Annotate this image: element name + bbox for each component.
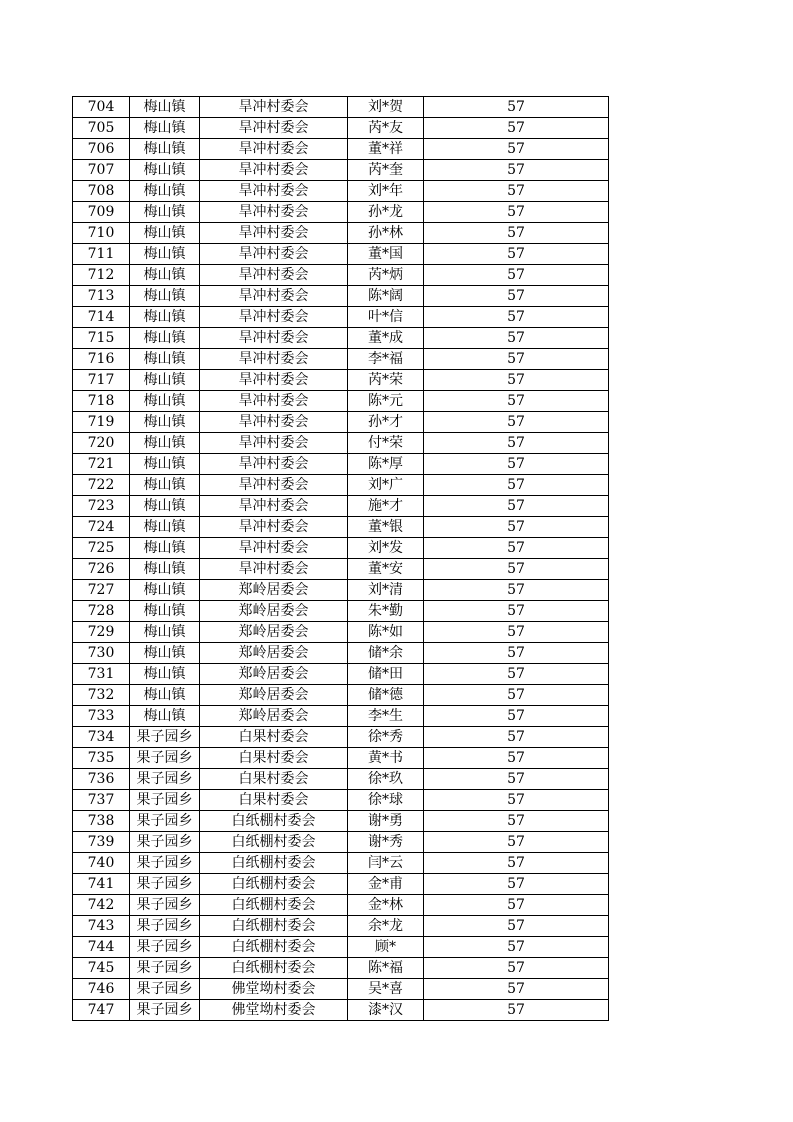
row-number-cell: 725 (73, 538, 130, 559)
town-cell: 梅山镇 (130, 349, 200, 370)
town-cell: 梅山镇 (130, 517, 200, 538)
village-committee-cell: 旱冲村委会 (200, 370, 348, 391)
village-committee-cell: 旱冲村委会 (200, 412, 348, 433)
row-number-cell: 732 (73, 685, 130, 706)
town-cell: 梅山镇 (130, 139, 200, 160)
village-committee-cell: 旱冲村委会 (200, 496, 348, 517)
table-row (73, 664, 609, 685)
table-row (73, 244, 609, 265)
person-name-cell: 孙*龙 (348, 202, 424, 223)
table-row (73, 727, 609, 748)
person-name-cell: 谢*秀 (348, 832, 424, 853)
row-number-cell: 722 (73, 475, 130, 496)
row-number-cell: 714 (73, 307, 130, 328)
table-row (73, 391, 609, 412)
amount-cell: 57 (424, 328, 609, 349)
town-cell: 梅山镇 (130, 181, 200, 202)
person-name-cell: 刘*年 (348, 181, 424, 202)
town-cell: 梅山镇 (130, 559, 200, 580)
village-committee-cell: 旱冲村委会 (200, 265, 348, 286)
row-number-cell: 720 (73, 433, 130, 454)
amount-cell: 57 (424, 1000, 609, 1021)
village-committee-cell: 白纸棚村委会 (200, 937, 348, 958)
person-name-cell: 董*银 (348, 517, 424, 538)
amount-cell: 57 (424, 643, 609, 664)
person-name-cell: 储*余 (348, 643, 424, 664)
village-committee-cell: 佛堂坳村委会 (200, 1000, 348, 1021)
row-number-cell: 727 (73, 580, 130, 601)
row-number-cell: 735 (73, 748, 130, 769)
town-cell: 果子园乡 (130, 811, 200, 832)
row-number-cell: 736 (73, 769, 130, 790)
town-cell: 果子园乡 (130, 1000, 200, 1021)
table-row (73, 118, 609, 139)
village-committee-cell: 旱冲村委会 (200, 433, 348, 454)
village-committee-cell: 旱冲村委会 (200, 118, 348, 139)
amount-cell: 57 (424, 496, 609, 517)
row-number-cell: 719 (73, 412, 130, 433)
village-committee-cell: 郑岭居委会 (200, 685, 348, 706)
village-committee-cell: 白果村委会 (200, 727, 348, 748)
table-row (73, 517, 609, 538)
town-cell: 梅山镇 (130, 223, 200, 244)
amount-cell: 57 (424, 748, 609, 769)
data-table (72, 96, 609, 1021)
town-cell: 果子园乡 (130, 748, 200, 769)
amount-cell: 57 (424, 958, 609, 979)
amount-cell: 57 (424, 811, 609, 832)
table-body (73, 97, 609, 1021)
town-cell: 梅山镇 (130, 601, 200, 622)
town-cell: 梅山镇 (130, 97, 200, 118)
amount-cell: 57 (424, 412, 609, 433)
row-number-cell: 706 (73, 139, 130, 160)
person-name-cell: 陈*福 (348, 958, 424, 979)
person-name-cell: 孙*林 (348, 223, 424, 244)
town-cell: 梅山镇 (130, 622, 200, 643)
village-committee-cell: 白果村委会 (200, 769, 348, 790)
village-committee-cell: 旱冲村委会 (200, 517, 348, 538)
village-committee-cell: 旱冲村委会 (200, 454, 348, 475)
village-committee-cell: 白纸棚村委会 (200, 874, 348, 895)
row-number-cell: 713 (73, 286, 130, 307)
person-name-cell: 芮*荣 (348, 370, 424, 391)
row-number-cell: 740 (73, 853, 130, 874)
row-number-cell: 709 (73, 202, 130, 223)
town-cell: 果子园乡 (130, 958, 200, 979)
person-name-cell: 徐*秀 (348, 727, 424, 748)
amount-cell: 57 (424, 664, 609, 685)
person-name-cell: 朱*勤 (348, 601, 424, 622)
amount-cell: 57 (424, 916, 609, 937)
person-name-cell: 刘*贺 (348, 97, 424, 118)
town-cell: 果子园乡 (130, 874, 200, 895)
row-number-cell: 718 (73, 391, 130, 412)
amount-cell: 57 (424, 727, 609, 748)
town-cell: 梅山镇 (130, 433, 200, 454)
table-row (73, 370, 609, 391)
village-committee-cell: 旱冲村委会 (200, 538, 348, 559)
row-number-cell: 744 (73, 937, 130, 958)
person-name-cell: 李*生 (348, 706, 424, 727)
row-number-cell: 710 (73, 223, 130, 244)
town-cell: 梅山镇 (130, 664, 200, 685)
amount-cell: 57 (424, 685, 609, 706)
person-name-cell: 陈*元 (348, 391, 424, 412)
row-number-cell: 747 (73, 1000, 130, 1021)
amount-cell: 57 (424, 832, 609, 853)
amount-cell: 57 (424, 265, 609, 286)
amount-cell: 57 (424, 580, 609, 601)
town-cell: 果子园乡 (130, 916, 200, 937)
table-row (73, 706, 609, 727)
person-name-cell: 芮*炳 (348, 265, 424, 286)
town-cell: 果子园乡 (130, 937, 200, 958)
person-name-cell: 储*田 (348, 664, 424, 685)
row-number-cell: 728 (73, 601, 130, 622)
village-committee-cell: 旱冲村委会 (200, 139, 348, 160)
village-committee-cell: 郑岭居委会 (200, 580, 348, 601)
town-cell: 梅山镇 (130, 538, 200, 559)
town-cell: 梅山镇 (130, 244, 200, 265)
table-row (73, 160, 609, 181)
table-row (73, 559, 609, 580)
row-number-cell: 717 (73, 370, 130, 391)
village-committee-cell: 旱冲村委会 (200, 160, 348, 181)
village-committee-cell: 旱冲村委会 (200, 307, 348, 328)
person-name-cell: 陈*阔 (348, 286, 424, 307)
row-number-cell: 737 (73, 790, 130, 811)
table-row (73, 790, 609, 811)
table-row (73, 265, 609, 286)
person-name-cell: 刘*清 (348, 580, 424, 601)
town-cell: 梅山镇 (130, 202, 200, 223)
table-row (73, 811, 609, 832)
village-committee-cell: 白纸棚村委会 (200, 958, 348, 979)
village-committee-cell: 旱冲村委会 (200, 202, 348, 223)
village-committee-cell: 旱冲村委会 (200, 97, 348, 118)
person-name-cell: 余*龙 (348, 916, 424, 937)
village-committee-cell: 旱冲村委会 (200, 286, 348, 307)
row-number-cell: 729 (73, 622, 130, 643)
row-number-cell: 742 (73, 895, 130, 916)
table-row (73, 643, 609, 664)
village-committee-cell: 佛堂坳村委会 (200, 979, 348, 1000)
table-row (73, 97, 609, 118)
person-name-cell: 储*德 (348, 685, 424, 706)
table-row (73, 832, 609, 853)
town-cell: 果子园乡 (130, 727, 200, 748)
town-cell: 梅山镇 (130, 328, 200, 349)
row-number-cell: 716 (73, 349, 130, 370)
town-cell: 梅山镇 (130, 580, 200, 601)
amount-cell: 57 (424, 937, 609, 958)
amount-cell: 57 (424, 118, 609, 139)
town-cell: 梅山镇 (130, 118, 200, 139)
table-row (73, 979, 609, 1000)
person-name-cell: 芮*友 (348, 118, 424, 139)
person-name-cell: 谢*勇 (348, 811, 424, 832)
amount-cell: 57 (424, 517, 609, 538)
town-cell: 梅山镇 (130, 454, 200, 475)
amount-cell: 57 (424, 139, 609, 160)
row-number-cell: 746 (73, 979, 130, 1000)
town-cell: 梅山镇 (130, 370, 200, 391)
village-committee-cell: 白纸棚村委会 (200, 811, 348, 832)
town-cell: 梅山镇 (130, 706, 200, 727)
person-name-cell: 吴*喜 (348, 979, 424, 1000)
table-row (73, 433, 609, 454)
amount-cell: 57 (424, 202, 609, 223)
row-number-cell: 721 (73, 454, 130, 475)
row-number-cell: 715 (73, 328, 130, 349)
amount-cell: 57 (424, 979, 609, 1000)
town-cell: 梅山镇 (130, 307, 200, 328)
village-committee-cell: 旱冲村委会 (200, 559, 348, 580)
person-name-cell: 闫*云 (348, 853, 424, 874)
table-row (73, 580, 609, 601)
person-name-cell: 董*祥 (348, 139, 424, 160)
person-name-cell: 徐*球 (348, 790, 424, 811)
table-row (73, 454, 609, 475)
amount-cell: 57 (424, 97, 609, 118)
amount-cell: 57 (424, 223, 609, 244)
person-name-cell: 金*甫 (348, 874, 424, 895)
village-committee-cell: 白纸棚村委会 (200, 916, 348, 937)
amount-cell: 57 (424, 244, 609, 265)
table-row (73, 916, 609, 937)
row-number-cell: 743 (73, 916, 130, 937)
amount-cell: 57 (424, 370, 609, 391)
person-name-cell: 金*林 (348, 895, 424, 916)
town-cell: 梅山镇 (130, 286, 200, 307)
row-number-cell: 708 (73, 181, 130, 202)
town-cell: 果子园乡 (130, 832, 200, 853)
person-name-cell: 刘*广 (348, 475, 424, 496)
table-row (73, 181, 609, 202)
row-number-cell: 741 (73, 874, 130, 895)
village-committee-cell: 郑岭居委会 (200, 664, 348, 685)
person-name-cell: 黄*书 (348, 748, 424, 769)
amount-cell: 57 (424, 559, 609, 580)
person-name-cell: 徐*玖 (348, 769, 424, 790)
table-row (73, 874, 609, 895)
table-row (73, 202, 609, 223)
amount-cell: 57 (424, 475, 609, 496)
table-row (73, 538, 609, 559)
person-name-cell: 孙*才 (348, 412, 424, 433)
table-row (73, 1000, 609, 1021)
person-name-cell: 董*安 (348, 559, 424, 580)
amount-cell: 57 (424, 433, 609, 454)
table-row (73, 139, 609, 160)
table-row (73, 853, 609, 874)
amount-cell: 57 (424, 286, 609, 307)
table-row (73, 496, 609, 517)
row-number-cell: 723 (73, 496, 130, 517)
town-cell: 果子园乡 (130, 853, 200, 874)
town-cell: 果子园乡 (130, 769, 200, 790)
table-row (73, 412, 609, 433)
row-number-cell: 704 (73, 97, 130, 118)
table-row (73, 223, 609, 244)
person-name-cell: 李*福 (348, 349, 424, 370)
person-name-cell: 付*荣 (348, 433, 424, 454)
row-number-cell: 712 (73, 265, 130, 286)
row-number-cell: 745 (73, 958, 130, 979)
table-row (73, 286, 609, 307)
row-number-cell: 724 (73, 517, 130, 538)
village-committee-cell: 白果村委会 (200, 790, 348, 811)
amount-cell: 57 (424, 706, 609, 727)
village-committee-cell: 旱冲村委会 (200, 223, 348, 244)
amount-cell: 57 (424, 874, 609, 895)
town-cell: 梅山镇 (130, 160, 200, 181)
village-committee-cell: 旱冲村委会 (200, 349, 348, 370)
person-name-cell: 顾* (348, 937, 424, 958)
village-committee-cell: 旱冲村委会 (200, 391, 348, 412)
table-row (73, 328, 609, 349)
amount-cell: 57 (424, 349, 609, 370)
village-committee-cell: 旱冲村委会 (200, 181, 348, 202)
row-number-cell: 705 (73, 118, 130, 139)
table-row (73, 685, 609, 706)
table-row (73, 958, 609, 979)
row-number-cell: 707 (73, 160, 130, 181)
table-row (73, 748, 609, 769)
town-cell: 果子园乡 (130, 895, 200, 916)
row-number-cell: 738 (73, 811, 130, 832)
town-cell: 梅山镇 (130, 685, 200, 706)
town-cell: 梅山镇 (130, 265, 200, 286)
table-row (73, 601, 609, 622)
village-committee-cell: 郑岭居委会 (200, 601, 348, 622)
town-cell: 梅山镇 (130, 496, 200, 517)
amount-cell: 57 (424, 622, 609, 643)
table-row (73, 307, 609, 328)
town-cell: 果子园乡 (130, 979, 200, 1000)
town-cell: 果子园乡 (130, 790, 200, 811)
row-number-cell: 739 (73, 832, 130, 853)
table-row (73, 937, 609, 958)
row-number-cell: 726 (73, 559, 130, 580)
table-row (73, 769, 609, 790)
person-name-cell: 刘*发 (348, 538, 424, 559)
person-name-cell: 施*才 (348, 496, 424, 517)
person-name-cell: 芮*奎 (348, 160, 424, 181)
person-name-cell: 董*成 (348, 328, 424, 349)
village-committee-cell: 郑岭居委会 (200, 622, 348, 643)
amount-cell: 57 (424, 895, 609, 916)
amount-cell: 57 (424, 769, 609, 790)
town-cell: 梅山镇 (130, 391, 200, 412)
town-cell: 梅山镇 (130, 475, 200, 496)
amount-cell: 57 (424, 160, 609, 181)
table-row (73, 622, 609, 643)
amount-cell: 57 (424, 538, 609, 559)
village-committee-cell: 白纸棚村委会 (200, 895, 348, 916)
village-committee-cell: 郑岭居委会 (200, 706, 348, 727)
village-committee-cell: 白纸棚村委会 (200, 853, 348, 874)
amount-cell: 57 (424, 307, 609, 328)
amount-cell: 57 (424, 790, 609, 811)
person-name-cell: 陈*如 (348, 622, 424, 643)
amount-cell: 57 (424, 454, 609, 475)
amount-cell: 57 (424, 181, 609, 202)
village-committee-cell: 旱冲村委会 (200, 328, 348, 349)
village-committee-cell: 白纸棚村委会 (200, 832, 348, 853)
person-name-cell: 叶*信 (348, 307, 424, 328)
village-committee-cell: 旱冲村委会 (200, 475, 348, 496)
row-number-cell: 734 (73, 727, 130, 748)
village-committee-cell: 旱冲村委会 (200, 244, 348, 265)
table-row (73, 895, 609, 916)
row-number-cell: 730 (73, 643, 130, 664)
town-cell: 梅山镇 (130, 412, 200, 433)
table-row (73, 349, 609, 370)
village-committee-cell: 郑岭居委会 (200, 643, 348, 664)
row-number-cell: 733 (73, 706, 130, 727)
amount-cell: 57 (424, 391, 609, 412)
person-name-cell: 董*国 (348, 244, 424, 265)
person-name-cell: 陈*厚 (348, 454, 424, 475)
amount-cell: 57 (424, 601, 609, 622)
table-row (73, 475, 609, 496)
person-name-cell: 漆*汉 (348, 1000, 424, 1021)
row-number-cell: 731 (73, 664, 130, 685)
row-number-cell: 711 (73, 244, 130, 265)
village-committee-cell: 白果村委会 (200, 748, 348, 769)
amount-cell: 57 (424, 853, 609, 874)
town-cell: 梅山镇 (130, 643, 200, 664)
